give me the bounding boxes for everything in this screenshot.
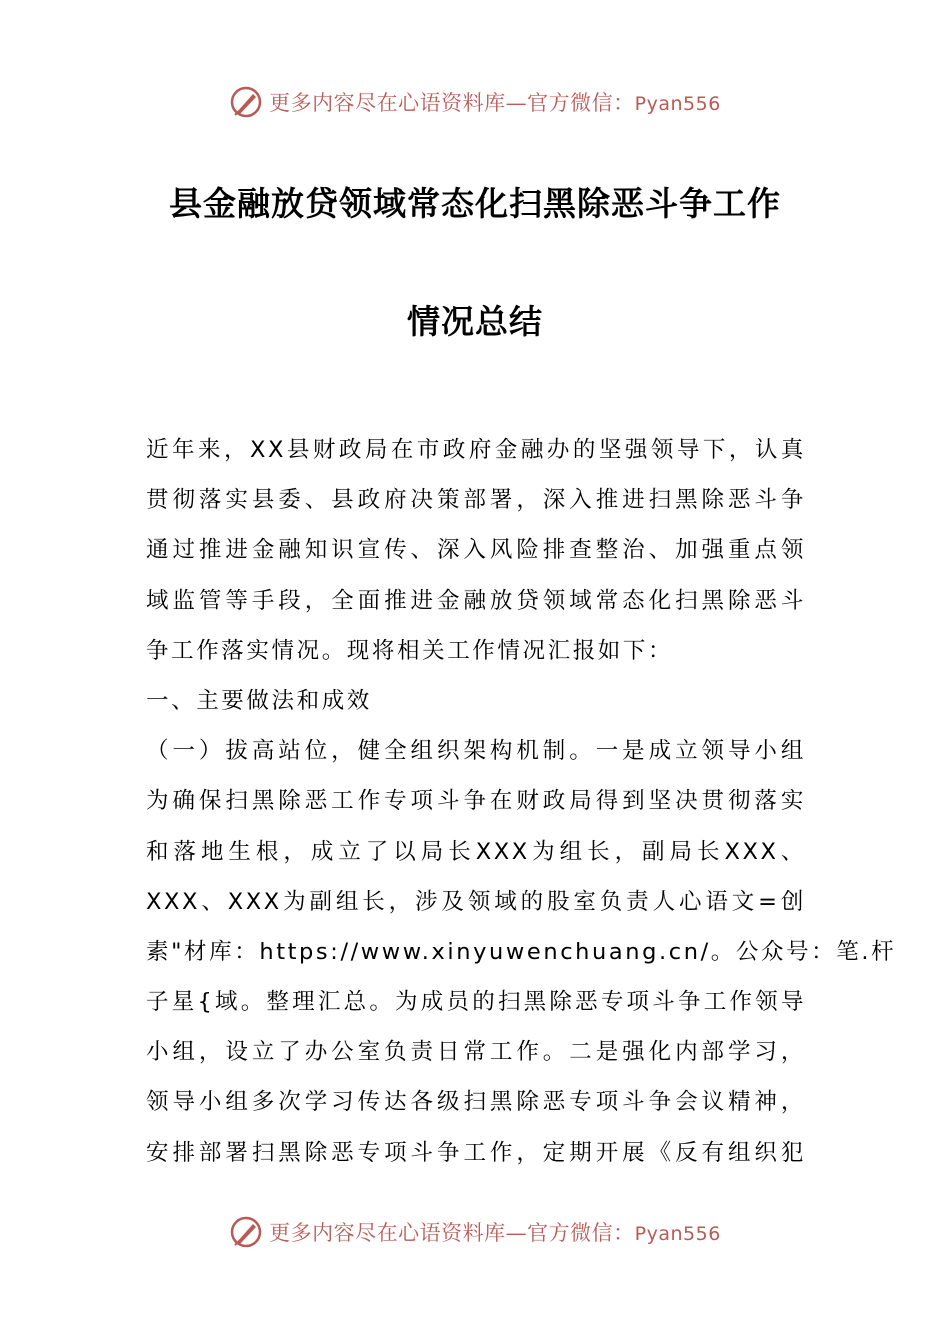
body-line: 域监管等手段，全面推进金融放贷领域常态化扫黑除恶斗 bbox=[146, 587, 806, 614]
document-title-line-2: 情况总结 bbox=[407, 302, 543, 341]
document-body bbox=[146, 425, 897, 1178]
section-heading: 一、主要做法和成效 bbox=[146, 687, 372, 714]
body-line: 小组，设立了办公室负责日常工作。二是强化内部学习， bbox=[146, 1039, 806, 1066]
body-line: 贯彻落实县委、县政府决策部署，深入推进扫黑除恶斗争 bbox=[146, 487, 806, 514]
watermark-banner-top bbox=[0, 82, 950, 122]
body-line: （一）拔高站位，健全组织架构机制。一是成立领导小组 bbox=[146, 738, 806, 765]
body-line: 子星{域。整理汇总。为成员的扫黑除恶专项斗争工作领导 bbox=[146, 989, 806, 1016]
quill-logo-icon bbox=[229, 85, 263, 119]
watermark-banner-bottom bbox=[0, 1212, 950, 1252]
body-line: 领导小组多次学习传达各级扫黑除恶专项斗争会议精神， bbox=[146, 1089, 806, 1116]
watermark-text: 更多内容尽在心语资料库—官方微信：Pyan556 bbox=[269, 1221, 721, 1245]
watermark-text: 更多内容尽在心语资料库—官方微信：Pyan556 bbox=[269, 91, 721, 115]
body-line: 安排部署扫黑除恶专项斗争工作，定期开展《反有组织犯 bbox=[146, 1139, 806, 1166]
body-line: 通过推进金融知识宣传、深入风险排查整治、加强重点领 bbox=[146, 537, 806, 564]
body-line: 素"材库：https://www.xinyuwenchuang.cn/。公众号：笔.杆 bbox=[146, 938, 897, 965]
quill-logo-icon bbox=[229, 1215, 263, 1249]
body-line: 争工作落实情况。现将相关工作情况汇报如下： bbox=[146, 637, 674, 664]
body-line: 近年来，XX县财政局在市政府金融办的坚强领导下，认真 bbox=[146, 437, 806, 463]
body-line: 和落地生根，成立了以局长XXX为组长，副局长XXX、 bbox=[146, 838, 806, 865]
document-title-line-1: 县金融放贷领域常态化扫黑除恶斗争工作 bbox=[169, 184, 781, 223]
body-line: XXX、XXX为副组长，涉及领域的股室负责人心语文=创 bbox=[146, 888, 806, 915]
body-line: 为确保扫黑除恶工作专项斗争在财政局得到坚决贯彻落实 bbox=[146, 788, 806, 815]
